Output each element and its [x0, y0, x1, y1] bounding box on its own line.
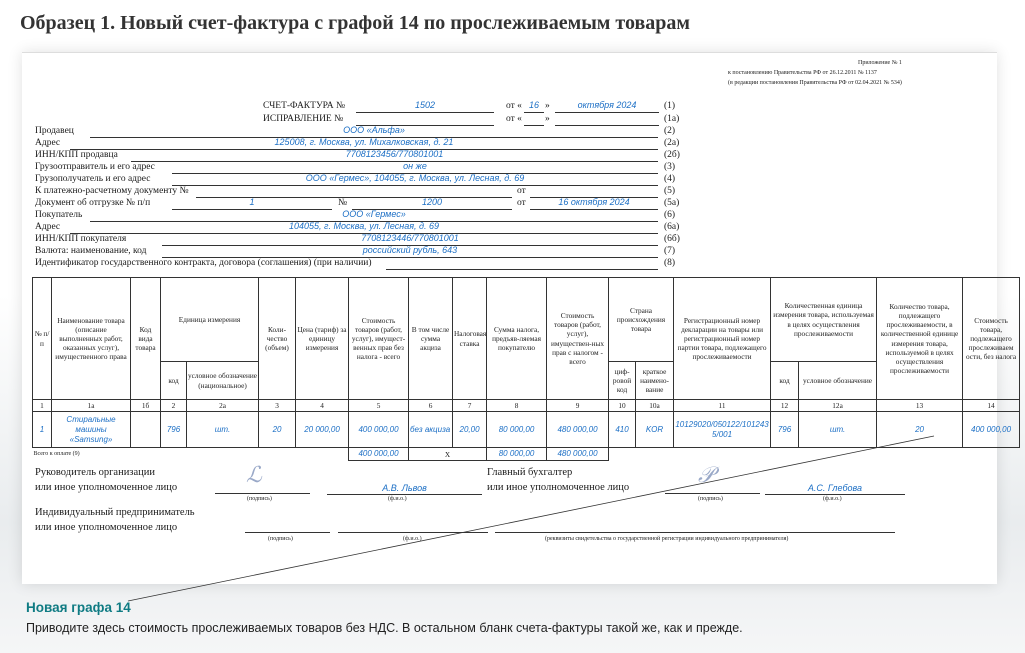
field-value-shipper: он же: [403, 161, 427, 171]
total-label: Всего к оплате (9): [33, 448, 349, 461]
col-num: 6: [409, 400, 453, 412]
field-value-buyer-address: 104055, г. Москва, ул. Лесная, д. 69: [288, 221, 440, 231]
field-label-buyer-inn: ИНН/КПП покупателя: [35, 234, 127, 244]
row-n: 1: [33, 412, 52, 448]
header-trace-code: код: [771, 362, 799, 400]
field-label-currency: Валюта: наименование, код: [35, 246, 147, 256]
head-label-2: или иное уполномоченное лицо: [35, 482, 178, 493]
field-num: (3): [664, 162, 676, 172]
field-label-buyer: Покупатель: [35, 210, 83, 220]
header-qty: Коли-чество (объем): [259, 278, 296, 400]
page-title: Образец 1. Новый счет-фактура с графой 14 по прослеживаемым товарам: [20, 12, 691, 34]
invoice-day: 16: [528, 100, 539, 110]
row-qty: 20: [259, 412, 296, 448]
accountant-fio: А.С. Глебова: [807, 483, 863, 493]
header-country-code: циф-ровой код: [609, 362, 636, 400]
col-num: 1б: [131, 400, 161, 412]
line-num-1: (1): [664, 101, 676, 111]
header-cost: Стоимость товаров (работ, услуг), имущест-венных прав без налога - всего: [349, 278, 409, 400]
appendix-line3: (в редакции постановления Правительства РФ от 02.04.2021 № 534): [728, 80, 902, 86]
field-label-seller-inn: ИНН/КПП продавца: [35, 150, 118, 160]
note-text: Приводите здесь стоимость прослеживаемых товаров без НДС. В остальном бланк счета-фактуры такой же, как и прежде.: [26, 621, 743, 635]
invoice-title: СЧЕТ-ФАКТУРА №: [263, 101, 346, 111]
field-label-buyer-address: Адрес: [35, 222, 61, 232]
row-unit-code: 796: [161, 412, 187, 448]
field-value-seller-inn: 7708123456/770801001: [345, 149, 444, 159]
row-excise: без акциза: [409, 412, 453, 448]
header-n: № п/п: [33, 278, 52, 400]
col-num: 3: [259, 400, 296, 412]
appendix-line1: Приложение № 1: [858, 60, 902, 66]
line-num-1a: (1а): [664, 114, 680, 124]
col-num: 10: [609, 400, 636, 412]
field-value-buyer: ООО «Гермес»: [342, 209, 406, 219]
col-num: 9: [547, 400, 609, 412]
field-label-seller: Продавец: [35, 126, 74, 136]
col-num: 7: [453, 400, 487, 412]
row-name: Стиральные машины «Samsung»: [52, 412, 131, 448]
row-cost14: 400 000,00: [963, 412, 1020, 448]
col-num: 8: [487, 400, 547, 412]
field-value-address: 125008, г. Москва, ул. Михалковская, д. 21: [274, 137, 454, 147]
total-cost: 400 000,00: [349, 448, 409, 461]
fio-caption: (ф.и.о.): [403, 536, 422, 542]
total-tax: 80 000,00: [487, 448, 547, 461]
field-num: (2): [664, 126, 676, 136]
accountant-label-1: Главный бухгалтер: [487, 467, 573, 478]
field-value-buyer-inn: 7708123446/770801001: [361, 233, 459, 243]
row-tax: 80 000,00: [487, 412, 547, 448]
field-num: (6): [664, 210, 676, 220]
field-num: (7): [664, 246, 676, 256]
field-num: (6а): [664, 222, 680, 232]
header-name: Наименование товара (описание выполненных работ, оказанных услуг), имущественного права: [52, 278, 131, 400]
field-label-address: Адрес: [35, 138, 61, 148]
field-value-currency: российский рубль, 643: [362, 245, 458, 255]
accountant-label-2: или иное уполномоченное лицо: [487, 482, 630, 493]
header-unit-name: условное обозначение (национальное): [187, 362, 259, 400]
header-cost14: Стоимость товара, подлежащего прослеживаем ости, без налога: [963, 278, 1020, 400]
row-trace-qty: 20: [877, 412, 963, 448]
callout-pointer: [128, 436, 934, 601]
field-value-seller: ООО «Альфа»: [343, 125, 405, 135]
row-unit-name: шт.: [187, 412, 259, 448]
correction-close: »: [545, 114, 550, 124]
signature-scribble-icon: ℒ: [246, 462, 262, 487]
header-unit-code: код: [161, 362, 187, 400]
invoice-close: »: [545, 101, 550, 111]
header-trace-name: условное обозначение: [799, 362, 877, 400]
col-num: 2: [161, 400, 187, 412]
field-num: (5а): [664, 198, 680, 208]
requisites-caption: (реквизиты свидетельства о государственной регистрации индивидуального предпринимателя): [545, 536, 789, 542]
header-trace-qty: Количество товара, подлежащего прослеживаемости, в количественной единице измерения товара, используемой в целях осуществления прослеживаемости: [877, 278, 963, 400]
row-country-name: KOR: [636, 412, 674, 448]
header-total: Стоимость товаров (работ, услуг), имуществен-ных прав с налогом - всего: [547, 278, 609, 400]
row-rate: 20,00: [453, 412, 487, 448]
header-unit: Единица измерения: [161, 278, 259, 362]
row-price: 20 000,00: [296, 412, 349, 448]
row-country-code: 410: [609, 412, 636, 448]
sign-caption: (подпись): [268, 536, 293, 542]
field-num: (2а): [664, 138, 680, 148]
row-trace-name: шт.: [799, 412, 877, 448]
head-fio: А.В. Львов: [382, 483, 427, 493]
col-num: 4: [296, 400, 349, 412]
header-country: Страна происхождения товара: [609, 278, 674, 362]
ip-label-1: Индивидуальный предприниматель: [35, 507, 195, 518]
fio-caption: (ф.и.о.): [388, 496, 407, 502]
invoice-number: 1502: [414, 100, 436, 110]
field-num: (2б): [664, 150, 680, 160]
head-label-1: Руководитель организации: [35, 467, 155, 478]
header-reg: Регистрационный номер декларации на товары или регистрационный номер партии товара, подлежащего прослеживаемости: [674, 278, 771, 400]
header-rate: Налоговая ставка: [453, 278, 487, 400]
field-value-consignee: ООО «Гермес», 104055, г. Москва, ул. Лесная, д. 69: [305, 173, 525, 183]
header-country-name: краткое наимено-вание: [636, 362, 674, 400]
col-num: 12: [771, 400, 799, 412]
appendix-line2: к постановлению Правительства РФ от 26.12.2011 № 1137: [728, 70, 877, 76]
col-num: 11: [674, 400, 771, 412]
field-num: (5): [664, 186, 676, 196]
note-title: Новая графа 14: [26, 600, 131, 615]
header-trace-unit: Количественная единица измерения товара, используемая в целях осуществления прослеживаемости: [771, 278, 877, 362]
col-num: 13: [877, 400, 963, 412]
field-num: (8): [664, 258, 676, 268]
field-label-shipping-doc: Документ об отгрузке № п/п: [35, 198, 151, 208]
shipping-doc-from: от: [517, 198, 526, 208]
field-label-payment-doc: К платежно-расчетному документу №: [35, 186, 189, 196]
correction-from: от «: [506, 114, 522, 124]
shipping-doc-pp: 1: [249, 197, 255, 207]
field-label-contract-id: Идентификатор государственного контракта, договора (соглашения) (при наличии): [35, 258, 372, 268]
field-label-shipper: Грузоотправитель и его адрес: [35, 162, 155, 172]
sign-caption: (подпись): [698, 496, 723, 502]
col-num: 2а: [187, 400, 259, 412]
row-trace-code: 796: [771, 412, 799, 448]
row-total: 480 000,00: [547, 412, 609, 448]
col-num: 5: [349, 400, 409, 412]
correction-label: ИСПРАВЛЕНИЕ №: [263, 114, 344, 124]
header-tax: Сумма налога, предъяв-ляемая покупателю: [487, 278, 547, 400]
field-num: (4): [664, 174, 676, 184]
col-num: 14: [963, 400, 1020, 412]
total-excise: X: [409, 448, 487, 461]
field-label-consignee: Грузополучатель и его адрес: [35, 174, 151, 184]
header-excise: В том числе сумма акциза: [409, 278, 453, 400]
payment-doc-from: от: [517, 186, 526, 196]
header-price: Цена (тариф) за единицу измерения: [296, 278, 349, 400]
col-num: 1: [33, 400, 52, 412]
col-num: 12а: [799, 400, 877, 412]
col-num: 1а: [52, 400, 131, 412]
fio-caption: (ф.и.о.): [823, 496, 842, 502]
sign-caption: (подпись): [247, 496, 272, 502]
header-code: Код вида товара: [131, 278, 161, 400]
col-num: 10а: [636, 400, 674, 412]
signature-scribble-icon: 𝒫: [698, 462, 714, 487]
shipping-doc-number: 1200: [421, 197, 443, 207]
row-cost: 400 000,00: [349, 412, 409, 448]
ip-label-2: или иное уполномоченное лицо: [35, 522, 178, 533]
shipping-doc-date: 16 октября 2024: [558, 197, 630, 207]
invoice-from: от «: [506, 101, 522, 111]
row-reg: 10129020/050122/1012435/001: [674, 412, 771, 448]
invoice-month-year: октября 2024: [577, 100, 637, 110]
field-num: (6б): [664, 234, 680, 244]
shipping-doc-no-label: №: [338, 198, 348, 208]
total-sum: 480 000,00: [547, 448, 609, 461]
